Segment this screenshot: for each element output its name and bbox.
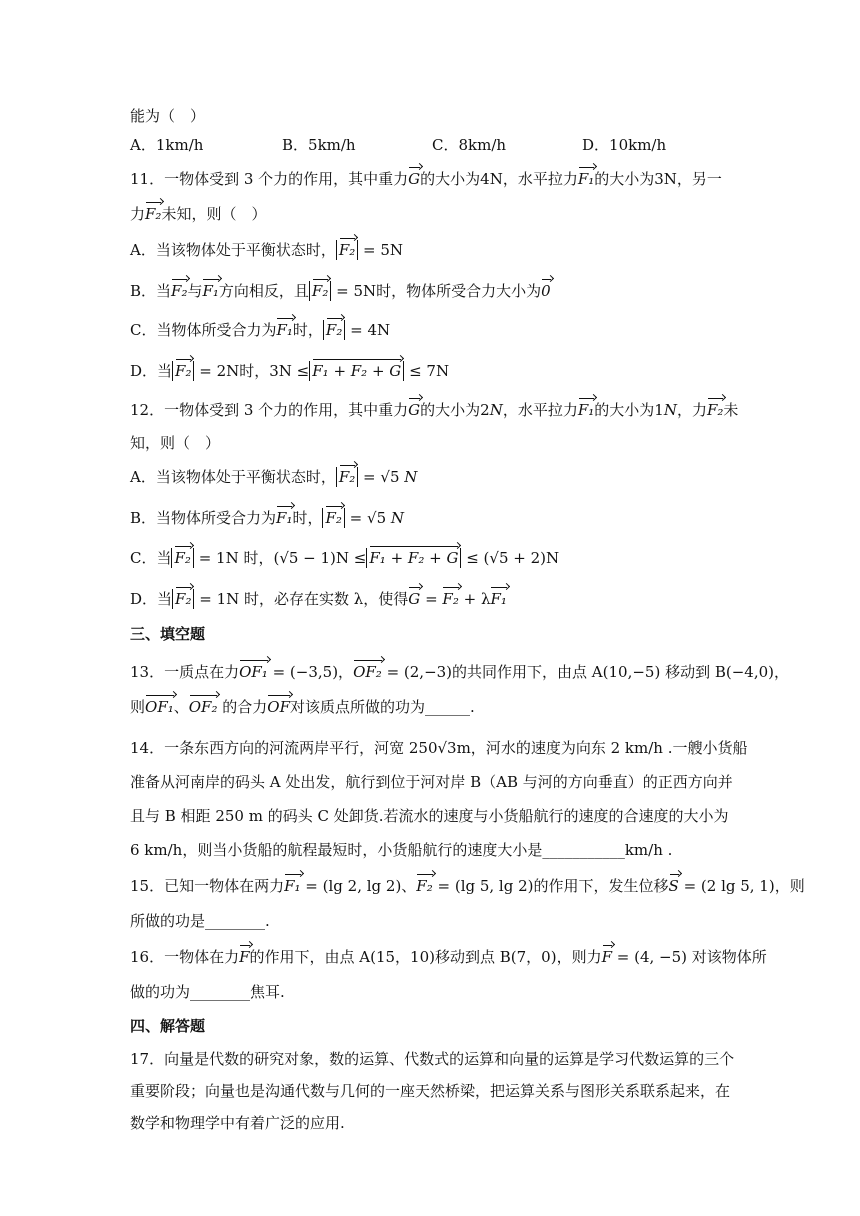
question-12-line-1: 12．一物体受到 3 个力的作用，其中重力G的大小为2N，水平拉力F₁的大小为1N，力F₂未 [130,401,739,419]
question-16-line-2: 做的功为________焦耳. [130,983,285,1001]
question-11-line-2: 力F₂未知，则（ ） [130,205,267,223]
question-11-line-1: 11．一物体受到 3 个力的作用，其中重力G的大小为4N，水平拉力F₁的大小为3N，另一 [130,170,722,188]
question-14-line-3: 且与 B 相距 250 m 的码头 C 处卸货.若流水的速度与小货船航行的速度的合速度的大小为 [130,807,729,825]
question-17-line-2: 重要阶段；向量也是沟通代数与几何的一座天然桥梁，把运算关系与图形关系联系起来，在 [130,1082,731,1100]
question-12-line-2: 知，则（ ） [130,434,221,452]
q11-option-b: B．当F₂与F₁方向相反，且 F₂ = 5N时，物体所受合力大小为0 [130,282,551,300]
q12-option-a: A．当该物体处于平衡状态时， F₂ = √5 N [130,468,418,486]
question-13-line-1: 13．一质点在力OF₁ = (−3,5)，OF₂ = (2,−3)的共同作用下，由点 A(10,−5) 移动到 B(−4,0)， [130,663,789,681]
question-14-line-4: 6 km/h，则当小货船的航程最短时，小货船航行的速度大小是___________km/h . [130,841,673,859]
section-heading-answers: 四、解答题 [130,1017,206,1035]
q12-option-d: D．当 F₂ = 1N 时，必存在实数 λ，使得G = F₂ + λF₁ [130,590,507,608]
q12-option-b: B．当物体所受合力为F₁时， F₂ = √5 N [130,509,405,527]
q10-option-b: B．5km/h [282,136,356,154]
question-10-stem-end: 能为（ ） [130,107,206,125]
question-14-line-2: 准备从河南岸的码头 A 处出发，航行到位于河对岸 B（AB 与河的方向垂直）的正西方向并 [130,773,733,791]
q12-option-c: C．当 F₂ = 1N 时，(√5 − 1)N ≤ F₁ + F₂ + G ≤ (√5 + 2)N [130,549,560,567]
question-13-line-2: 则OF₁、OF₂ 的合力OF对该质点所做的功为______. [130,698,475,716]
q11-option-d: D．当 F₂ = 2N时，3N ≤ F₁ + F₂ + G ≤ 7N [130,362,450,380]
q10-option-c: C．8km/h [432,136,507,154]
question-14-line-1: 14．一条东西方向的河流两岸平行，河宽 250√3m，河水的速度为向东 2 km/h .一艘小货船 [130,739,748,757]
question-17-line-3: 数学和物理学中有着广泛的应用. [130,1114,345,1132]
question-15-line-1: 15．已知一物体在两力F₁ = (lg 2, lg 2)、F₂ = (lg 5, lg 2)的作用下，发生位移S = (2 lg 5, 1)，则 [130,877,805,895]
question-16-line-1: 16．一物体在力F的作用下，由点 A(15，10)移动到点 B(7，0)，则力F = (4, −5) 对该物体所 [130,948,767,966]
q11-option-a: A．当该物体处于平衡状态时， F₂ = 5N [130,241,404,259]
question-17-line-1: 17．向量是代数的研究对象，数的运算、代数式的运算和向量的运算是学习代数运算的三个 [130,1050,735,1068]
q10-option-d: D．10km/h [582,136,667,154]
section-heading-fill-in: 三、填空题 [130,625,206,643]
question-15-line-2: 所做的功是________. [130,912,270,930]
q10-option-a: A．1km/h [130,136,204,154]
q11-option-c: C．当物体所受合力为F₁时， F₂ = 4N [130,321,391,339]
